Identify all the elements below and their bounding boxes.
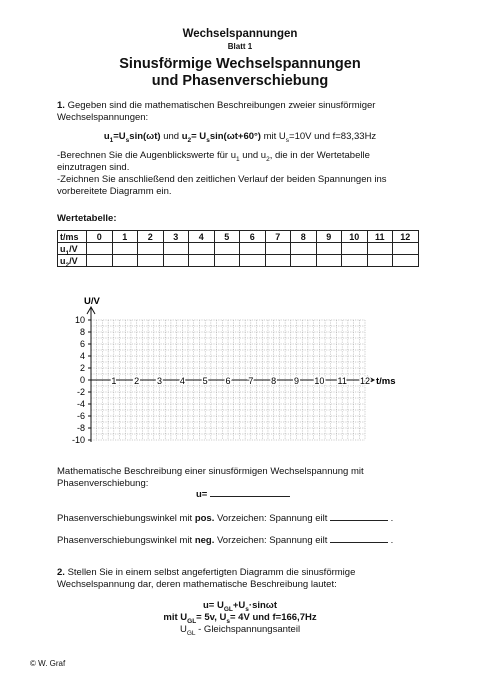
pos-answer-line[interactable] [330,520,388,521]
x-tick-label: 8 [271,376,277,386]
table-col-header: 11 [367,231,393,243]
x-tick-label: 5 [202,376,208,386]
copyright: © W. Graf [30,659,66,668]
task2-formulas [0,600,480,636]
table-col-header: 12 [393,231,419,243]
task2-ugl-note: $U_{GL}$ - Gleichspannungsanteil [179,624,301,637]
table-col-header: 7 [265,231,291,243]
table-col-header: 0 [87,231,113,243]
formula-u1: $u_1=U_s\sin(\omega t)$ [103,131,161,144]
pos-text-a: Phasenverschiebungswinkel mit [57,513,193,524]
y-tick-label: -4 [76,399,85,409]
task2-number: 2. [57,567,65,578]
instr1-line1: -Berechnen Sie die Augenblickswerte für $u_1$ und $u_2$, die in der Wertetabelle [57,150,370,163]
task2-params: mit $U_{GL}= 5v$, $U_s= 4V$ und f=166,7Hz [163,612,317,625]
table-col-header: 10 [342,231,368,243]
instr1-line2: einzutragen sind. [57,162,130,173]
sheet-number: Blatt 1 [227,42,253,51]
pos-bold: pos. [194,513,215,524]
neg-bold: neg. [194,535,215,546]
table-label: Wertetabelle: [57,213,117,224]
y-tick-label: -2 [76,387,85,397]
y-tick-label: 4 [79,351,85,361]
y-tick-label: 10 [74,315,85,325]
y-tick-label: -8 [76,423,85,433]
main-heading-line1: Sinusförmige Wechselspannungen [119,56,361,72]
table-col-header: 8 [291,231,317,243]
x-axis-label: t/ms [376,376,396,387]
phase-negative [57,535,457,547]
task2-formula: $u= U_{GL}+U_s\cdot\sin\omega t$ [202,600,277,613]
row-label-u1: $u_1/V$ [58,243,87,255]
y-tick-label: 6 [79,339,85,349]
table-col-header: 3 [163,231,189,243]
task2-intro [57,567,437,591]
table-col-header: 4 [189,231,215,243]
formula-and: und [163,131,180,142]
y-tick-label: -6 [76,411,85,421]
x-tick-label: 3 [156,376,163,386]
table-col-header: 1 [112,231,138,243]
y-tick-label: -10 [71,435,85,445]
phase-intro-line1: Mathematische Beschreibung einer sinusförmigen Wechselspannung mit [57,466,364,477]
x-tick-label: 7 [248,376,254,386]
table-col-header: 6 [240,231,266,243]
x-tick-label: 9 [293,376,300,386]
phase-intro-line2: Phasenverschiebung: [57,478,149,489]
phase-intro [57,466,437,490]
phase-positive [57,513,457,525]
table-col-header: 5 [214,231,240,243]
formula-answer-line[interactable] [210,496,290,497]
main-heading-line2: und Phasenverschiebung [151,73,329,89]
x-tick-label: 1 [111,376,117,386]
x-tick-label: 10 [314,376,325,386]
table-col-header: 2 [138,231,164,243]
y-tick-label: 8 [79,327,85,337]
row-label-u2: $u_2/V$ [58,255,87,267]
table-header-label: t/ms [58,231,87,243]
formula-u2: $u_2= U_s\sin(\omega t+60^\circ)$ [181,131,261,144]
task1-number: 1. [57,100,65,111]
neg-answer-line[interactable] [330,542,388,543]
neg-end: . [390,535,394,546]
task1-intro-line2: Wechselspannungen: [57,112,149,123]
table-col-header: 9 [316,231,342,243]
x-tick-label: 2 [134,376,140,386]
x-tick-label: 11 [337,376,347,386]
y-tick-label: 2 [79,363,85,373]
phase-formula-blank [196,489,290,501]
formula-rest: mit $U_s=10V$ und f=83,33Hz [263,131,377,144]
x-tick-label: 6 [225,376,231,386]
x-tick-label: 12 [359,376,371,386]
y-axis-label: U/V [84,296,100,307]
pos-text-b: Vorzeichen: Spannung eilt [217,513,328,524]
pos-end: . [390,513,394,524]
task2-line1: Stellen Sie in einem selbst angefertigten Diagramm die sinusförmige [67,567,356,578]
instr2-line2: vorbereitete Diagramm ein. [57,186,172,197]
y-tick-label: 0 [79,375,85,385]
x-tick-label: 4 [179,376,185,386]
phase-u-label: u= [196,489,208,500]
worksheet-title: Wechselspannungen [182,28,298,40]
neg-text-b: Vorzeichen: Spannung eilt [217,535,328,546]
task2-line2: Wechselspannung dar, deren mathematische Beschreibung lautet: [57,579,337,590]
task1-intro-line1: Gegeben sind die mathematischen Beschreibungen zweier sinusförmiger [67,100,376,111]
instr2-line1: -Zeichnen Sie anschließend den zeitlichen Verlauf der beiden Spannungen ins [57,174,387,185]
neg-text-a: Phasenverschiebungswinkel mit [57,535,193,546]
